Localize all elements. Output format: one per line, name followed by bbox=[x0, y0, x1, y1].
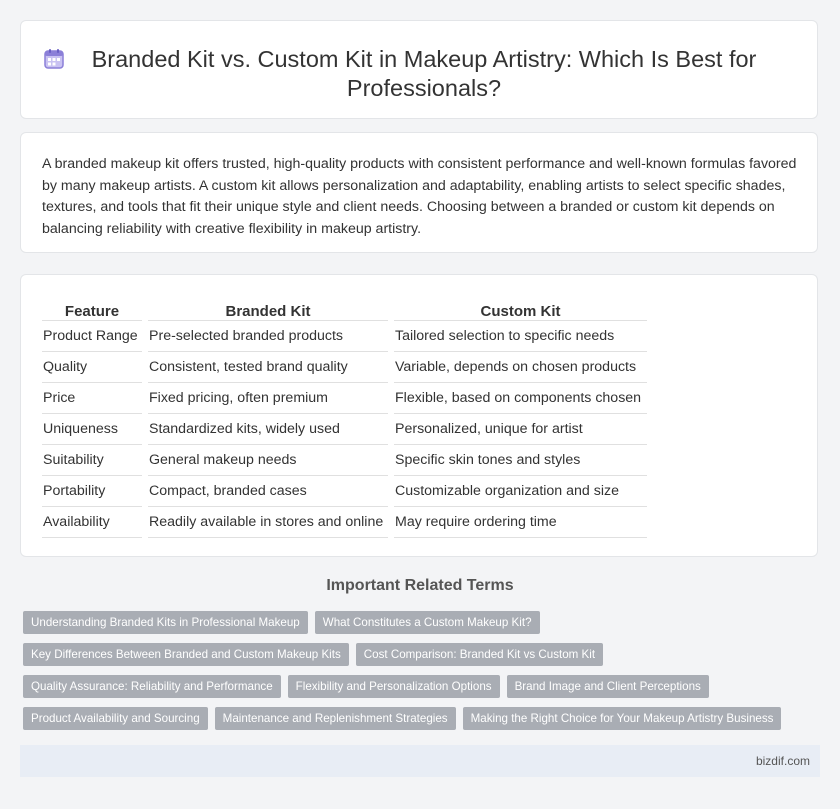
branded-cell: General makeup needs bbox=[148, 445, 388, 476]
feature-cell: Portability bbox=[42, 476, 142, 507]
branded-cell: Pre-selected branded products bbox=[148, 321, 388, 352]
related-term-tag[interactable]: What Constitutes a Custom Makeup Kit? bbox=[315, 611, 540, 634]
column-header-custom: Custom Kit bbox=[394, 294, 647, 321]
table-row bbox=[42, 383, 647, 414]
related-terms-heading: Important Related Terms bbox=[326, 577, 514, 594]
related-term-tag[interactable]: Quality Assurance: Reliability and Performance bbox=[23, 675, 281, 698]
column-header-feature: Feature bbox=[42, 294, 142, 321]
related-term-tag[interactable]: Understanding Branded Kits in Professional Makeup bbox=[23, 611, 308, 634]
custom-cell: Variable, depends on chosen products bbox=[394, 352, 647, 383]
feature-cell: Uniqueness bbox=[42, 414, 142, 445]
related-term-tag[interactable]: Product Availability and Sourcing bbox=[23, 707, 208, 730]
tag-row bbox=[23, 675, 823, 698]
footer-site-link[interactable]: bizdif.com bbox=[755, 754, 810, 768]
table-row bbox=[42, 476, 647, 507]
intro-paragraph: A branded makeup kit offers trusted, high-quality products with consistent performance and well-known formulas favored by many makeup artists. A custom kit allows personalization and adaptability, enabling artists to select specific shades, textures, and tools that fit their unique style and client needs. Choosing between a branded or custom kit depends on balancing reliability with creative flexibility in makeup artistry. bbox=[42, 156, 797, 237]
feature-cell: Product Range bbox=[42, 321, 142, 352]
custom-cell: Customizable organization and size bbox=[394, 476, 647, 507]
tag-row bbox=[23, 643, 823, 666]
header-card bbox=[20, 20, 818, 119]
branded-cell: Standardized kits, widely used bbox=[148, 414, 388, 445]
related-term-tag[interactable]: Brand Image and Client Perceptions bbox=[507, 675, 709, 698]
related-term-tag[interactable]: Key Differences Between Branded and Custom Makeup Kits bbox=[23, 643, 349, 666]
related-term-tag[interactable]: Flexibility and Personalization Options bbox=[288, 675, 500, 698]
comparison-card bbox=[20, 274, 818, 557]
custom-cell: May require ordering time bbox=[394, 507, 647, 538]
footer bbox=[20, 745, 820, 777]
branded-cell: Consistent, tested brand quality bbox=[148, 352, 388, 383]
intro-card bbox=[20, 132, 818, 253]
table-row bbox=[42, 445, 647, 476]
related-terms-list bbox=[23, 611, 823, 739]
related-term-tag[interactable]: Making the Right Choice for Your Makeup Artistry Business bbox=[463, 707, 782, 730]
table-row bbox=[42, 321, 647, 352]
feature-cell: Suitability bbox=[42, 445, 142, 476]
table-row bbox=[42, 507, 647, 538]
feature-cell: Price bbox=[42, 383, 142, 414]
table-row bbox=[42, 352, 647, 383]
custom-cell: Personalized, unique for artist bbox=[394, 414, 647, 445]
branded-cell: Fixed pricing, often premium bbox=[148, 383, 388, 414]
column-header-branded: Branded Kit bbox=[148, 294, 388, 321]
tag-row bbox=[23, 707, 823, 730]
table-row bbox=[42, 414, 647, 445]
feature-cell: Quality bbox=[42, 352, 142, 383]
related-term-tag[interactable]: Maintenance and Replenishment Strategies bbox=[215, 707, 456, 730]
branded-cell: Readily available in stores and online bbox=[148, 507, 388, 538]
feature-cell: Availability bbox=[42, 507, 142, 538]
custom-cell: Flexible, based on components chosen bbox=[394, 383, 647, 414]
custom-cell: Specific skin tones and styles bbox=[394, 445, 647, 476]
comparison-table bbox=[36, 294, 653, 538]
related-term-tag[interactable]: Cost Comparison: Branded Kit vs Custom Kit bbox=[356, 643, 603, 666]
page-title: Branded Kit vs. Custom Kit in Makeup Artistry: Which Is Best for Professionals? bbox=[91, 46, 757, 101]
tag-row bbox=[23, 611, 823, 634]
custom-cell: Tailored selection to specific needs bbox=[394, 321, 647, 352]
branded-cell: Compact, branded cases bbox=[148, 476, 388, 507]
table-header-row bbox=[42, 294, 647, 321]
